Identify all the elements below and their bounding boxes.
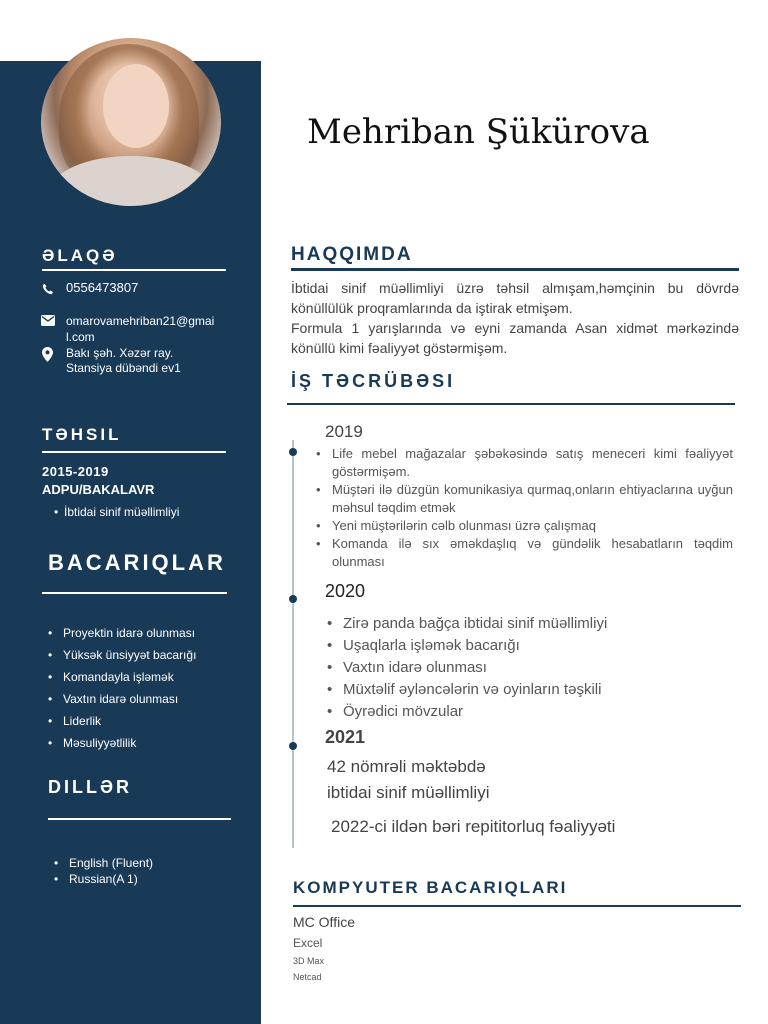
computer-skill: Excel xyxy=(293,936,323,950)
contact-heading: ƏLAQƏ xyxy=(42,246,118,265)
timeline-dot xyxy=(289,448,297,456)
skill-item: • Vaxtın idarə olunması xyxy=(48,688,196,710)
experience-2021-line-2: ibtidai sinif müəllimliyi xyxy=(327,783,490,802)
computer-skill: Netcad xyxy=(293,972,322,982)
skill-item: • Yüksək ünsiyyət bacarığı xyxy=(48,644,196,666)
experience-item: • Müxtəlif əyləncələrin və oyinların təşkili xyxy=(327,679,727,701)
skill-item: • Məsuliyyətlilik xyxy=(48,732,196,754)
computer-skill: MC Office xyxy=(293,914,355,930)
experience-year: 2021 xyxy=(325,727,366,747)
about-paragraph-2: Formula 1 yarışlarında və eyni zamanda Asan xidmət mərkəzində könüllü kimi fəaliyyət göstərmişəm. xyxy=(291,320,739,356)
education-years: 2015-2019 xyxy=(42,464,109,479)
profile-photo xyxy=(41,38,221,206)
email-line-2[interactable]: l.com xyxy=(66,330,95,344)
address-line-2: Stansiya dübəndi ev1 xyxy=(66,361,181,375)
languages-divider xyxy=(48,818,231,820)
education-item: • İbtidai sinif müəllimliyi xyxy=(54,505,179,519)
education-school: ADPU/BAKALAVR xyxy=(42,482,155,497)
experience-item: • Müştəri ilə düzgün komunikasiya qurmaq,onların ehtiyaclarına uyğun məhsul təqdim etmək xyxy=(316,481,733,517)
contact-divider xyxy=(42,269,226,271)
experience-year: 2020 xyxy=(325,581,366,601)
experience-item: • Zirə panda bağça ibtidai sinif müəllimliyi xyxy=(327,613,727,635)
computer-divider xyxy=(293,905,741,907)
computer-skill: 3D Max xyxy=(293,956,325,966)
skills-list xyxy=(48,622,196,754)
timeline-dot xyxy=(289,742,297,750)
experience-item: • Komanda ilə sıx əməkdaşlıq və gündəlik hesabatların təqdim olunması xyxy=(316,535,733,571)
about-paragraph-1: İbtidai sinif müəllimliyi üzrə təhsil almışam,həmçinin bu dövrdə könüllülük proqramlarında da iştirak etmişəm. xyxy=(291,280,739,316)
email-line-1[interactable]: omarovamehriban21@gmai xyxy=(66,314,215,328)
address-line-1: Bakı şəh. Xəzər ray. xyxy=(66,346,174,360)
envelope-icon xyxy=(41,315,55,326)
experience-2021-line-1: 42 nömrəli məktəbdə xyxy=(327,757,486,776)
about-divider xyxy=(291,268,739,271)
photo-face xyxy=(103,64,169,148)
experience-item: • Yeni müştərilərin cəlb olunması üzrə çalışmaq xyxy=(316,517,733,535)
experience-divider xyxy=(287,403,735,405)
languages-list xyxy=(54,855,153,887)
experience-item: • Vaxtın idarə olunması xyxy=(327,657,727,679)
education-divider xyxy=(42,451,226,453)
education-heading: TƏHSIL xyxy=(42,425,122,444)
education-list xyxy=(54,505,179,519)
map-pin-icon xyxy=(42,347,53,362)
experience-item: • Life mebel mağazalar şəbəkəsində satış meneceri kimi fəaliyyət göstərmişəm. xyxy=(316,445,733,481)
full-name: Mehriban Şükürova xyxy=(307,112,650,152)
skill-item: • Proyektin idarə olunması xyxy=(48,622,196,644)
experience-timeline xyxy=(292,440,294,848)
experience-list-2019 xyxy=(316,445,733,571)
timeline-dot xyxy=(289,595,297,603)
about-text xyxy=(291,278,739,358)
skills-divider xyxy=(42,592,227,594)
computer-heading: KOMPYUTER BACARIQLARI xyxy=(293,878,568,897)
experience-2021-line-3: 2022-ci ildən bəri repititorluq fəaliyyəti xyxy=(331,817,616,836)
skill-item: • Komandayla işləmək xyxy=(48,666,196,688)
skills-heading: BACARIQLAR xyxy=(48,550,226,575)
phone-icon xyxy=(42,283,54,295)
experience-item: • Öyrədici mövzular xyxy=(327,701,727,723)
language-item: • Russian(A 1) xyxy=(54,871,153,887)
language-item: • English (Fluent) xyxy=(54,855,153,871)
about-heading: HAQQIMDA xyxy=(291,244,413,265)
phone-number[interactable]: 0556473807 xyxy=(66,280,139,295)
experience-heading: İŞ TƏCRÜBƏSI xyxy=(291,371,456,391)
languages-heading: DILLƏR xyxy=(48,777,133,797)
skill-item: • Liderlik xyxy=(48,710,196,732)
experience-year: 2019 xyxy=(325,422,363,441)
experience-list-2020 xyxy=(327,613,727,723)
experience-item: • Uşaqlarla işləmək bacarığı xyxy=(327,635,727,657)
